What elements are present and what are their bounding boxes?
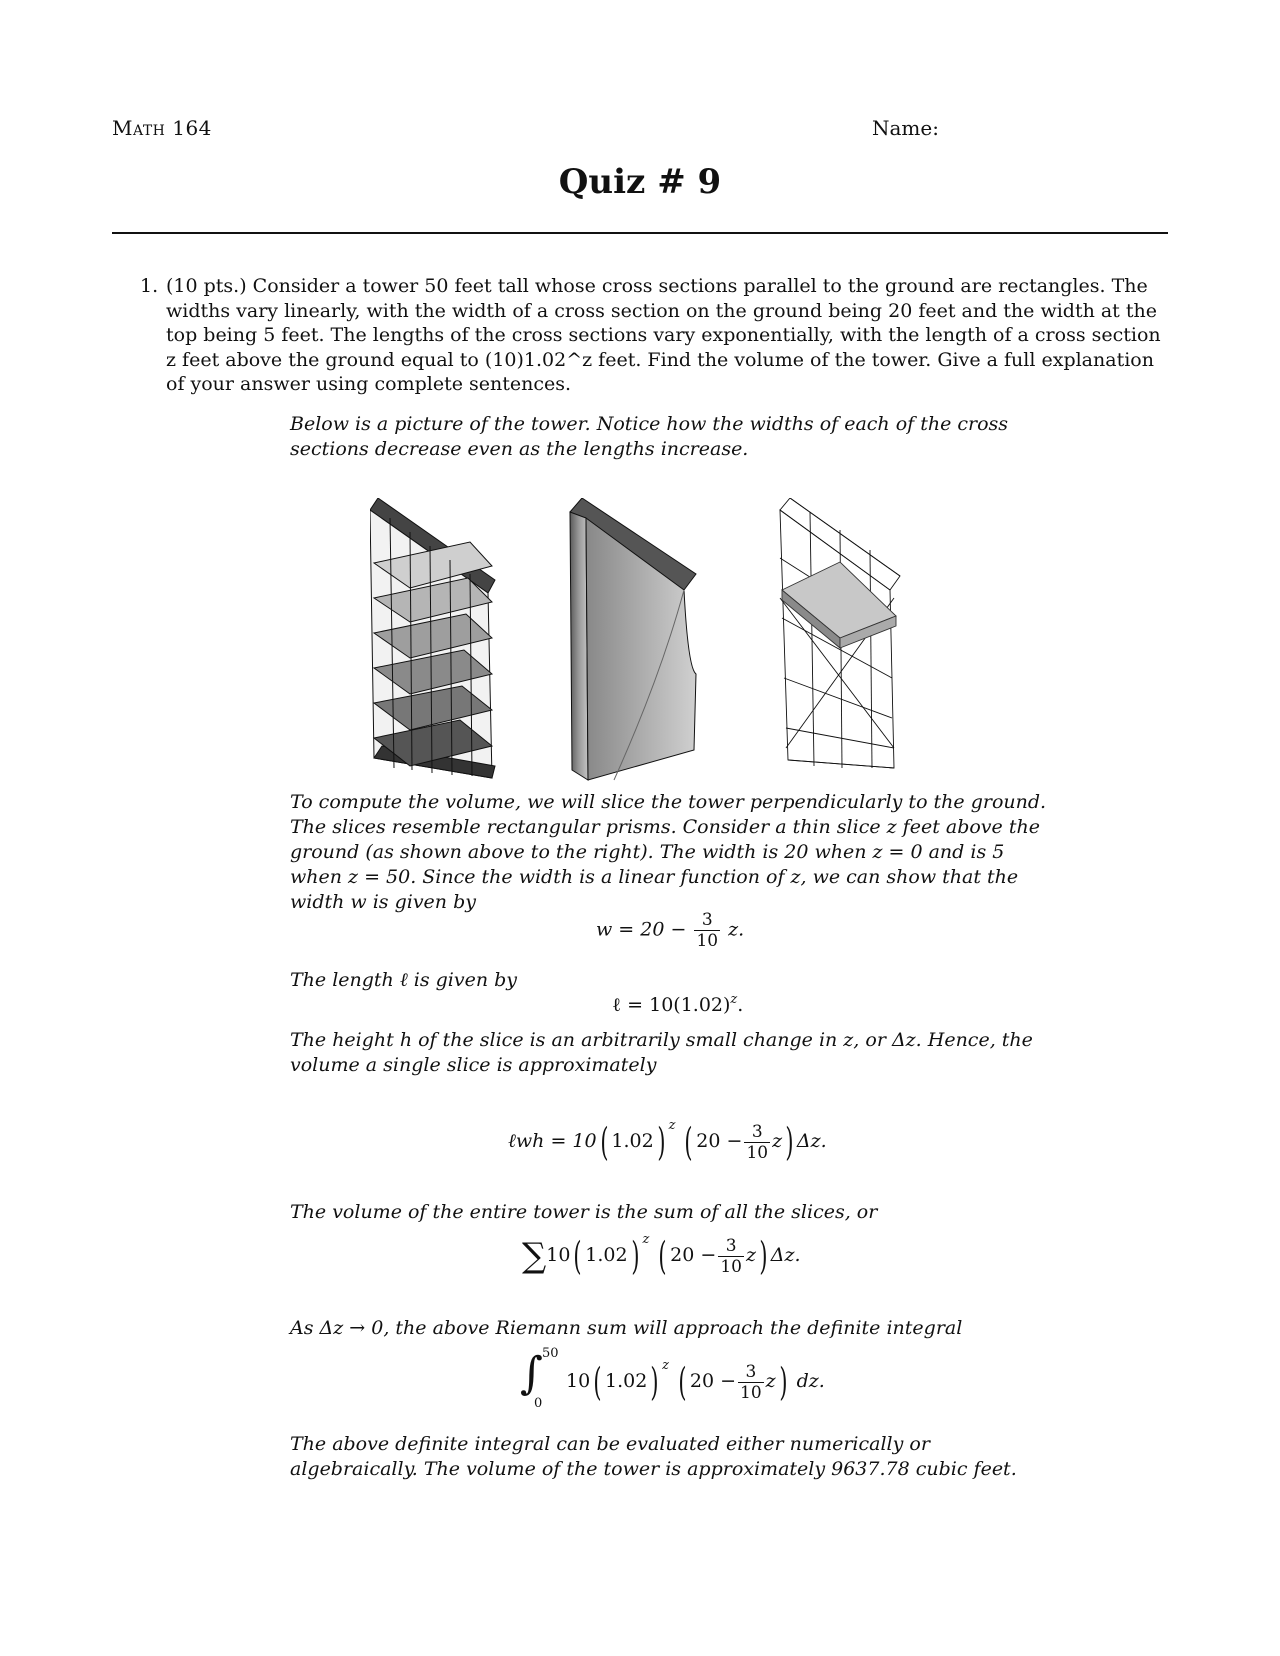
sum-den: 10 — [720, 1256, 742, 1277]
solution-conclusion: The above definite integral can be evaluated either numerically or algebraically. The volume of the tower is approximately 9637.78 cubic feet. — [290, 1433, 1017, 1480]
solution-paragraph-3: The volume of the entire tower is the sum of all the slices, or — [290, 1201, 878, 1223]
eq-num: 3 — [744, 1122, 770, 1143]
int-dz: dz. — [796, 1370, 825, 1392]
paren-open-2: ( — [658, 1234, 667, 1278]
int-coef: 10 — [566, 1370, 591, 1392]
paren-close: ) — [630, 1234, 640, 1278]
solution-paragraph-2: The height h of the slice is an arbitrarily small change in z, or Δz. Hence, the volume a single slice is approximately — [290, 1029, 1033, 1076]
sum-dz: Δz. — [770, 1244, 801, 1266]
problem-text: (10 pts.) Consider a tower 50 feet tall whose cross sections parallel to the ground are rectangles. The widths vary linearly, with the width of a cross section on the ground being 20 feet and the width at the top being 5 feet. The lengths of the cross sections vary exponentially, with the length of a cross section z feet above the ground equal to (10)1.02^z feet. Find the volume of the tower. Give a full explanation of your answer using complete sentences. — [166, 275, 1161, 395]
sum-base: 1.02 — [585, 1244, 628, 1266]
tower-figure-solid — [570, 498, 696, 780]
course-label: Math 164 — [112, 116, 212, 140]
eq-width-den: 10 — [696, 931, 719, 951]
paren-close-2: ) — [759, 1234, 768, 1278]
int-twenty: 20 − — [689, 1370, 737, 1392]
eq-length: ℓ = 10(1.02) — [612, 994, 731, 1016]
equation-length — [612, 992, 743, 1017]
eq-exp: z — [668, 1118, 676, 1133]
sum-num: 3 — [718, 1236, 744, 1257]
problem-number: 1. — [140, 275, 159, 297]
equation-slice-volume — [508, 1118, 827, 1163]
paren-open-2: ( — [678, 1360, 687, 1404]
paren-close: ) — [650, 1360, 659, 1404]
sum-coef: 10 — [546, 1244, 571, 1266]
integral-symbol: ∫ — [520, 1348, 543, 1399]
eq-width-lhs: w = 20 − — [596, 918, 687, 941]
header-divider — [112, 232, 1168, 234]
int-num: 3 — [738, 1362, 764, 1383]
int-exp: z — [662, 1358, 670, 1373]
sum-z: z — [745, 1244, 756, 1266]
paren-close: ) — [657, 1120, 666, 1164]
eq-dz: Δz. — [796, 1130, 827, 1152]
sum-fraction — [718, 1236, 744, 1277]
length-text: The length ℓ is given by — [290, 969, 518, 991]
integral-lower: 0 — [534, 1396, 543, 1411]
int-den: 10 — [740, 1382, 762, 1403]
paren-close-2: ) — [785, 1120, 794, 1164]
name-field-label: Name: — [872, 116, 939, 140]
eq-width-num: 3 — [694, 910, 720, 931]
equation-width — [596, 910, 744, 951]
solution-intro: Below is a picture of the tower. Notice how the widths of each of the cross sections decrease even as the lengths increase. — [290, 413, 1009, 460]
problem-1 — [140, 274, 1165, 397]
int-fraction — [738, 1362, 764, 1403]
eq-slice-lhs: ℓwh = 10 — [508, 1130, 597, 1152]
integral-body — [566, 1358, 825, 1403]
paren-open: ( — [593, 1360, 602, 1404]
paren-open: ( — [599, 1120, 609, 1164]
int-z: z — [765, 1370, 776, 1392]
equation-riemann-sum — [522, 1232, 801, 1277]
eq-base: 1.02 — [611, 1130, 654, 1152]
quiz-title: Quiz # 9 — [558, 162, 722, 202]
eq-den: 10 — [746, 1142, 769, 1163]
tower-figure-sliced — [370, 498, 495, 778]
tower-figures — [370, 498, 970, 808]
eq-length-exp: z — [730, 992, 738, 1007]
solution-paragraph-4: As Δz → 0, the above Riemann sum will approach the definite integral — [290, 1317, 963, 1339]
sum-exp: z — [642, 1232, 650, 1247]
paren-close-2: ) — [779, 1360, 788, 1404]
eq-width-tail: z. — [728, 918, 745, 941]
paren-open-2: ( — [684, 1120, 693, 1164]
eq-width-fraction — [694, 910, 720, 951]
eq-fraction — [744, 1122, 770, 1163]
eq-twenty: 20 − — [696, 1130, 743, 1152]
eq-length-tail: . — [737, 994, 744, 1016]
paren-open: ( — [573, 1234, 582, 1278]
eq-z: z — [772, 1130, 783, 1152]
integral-upper: 50 — [542, 1346, 559, 1361]
solution-paragraph-1: To compute the volume, we will slice the tower perpendicularly to the ground. The slices resemble rectangular prisms. Consider a thin slice z feet above the ground (as shown above to the right). The width is 20 when z = 0 and is 5 when z = 50. Since the width is a linear function of z, we can show that the width w is given by — [290, 791, 1047, 913]
sum-twenty: 20 − — [670, 1244, 717, 1266]
tower-figure-wireframe — [780, 498, 900, 768]
sum-symbol: ∑ — [522, 1236, 547, 1276]
int-base: 1.02 — [605, 1370, 648, 1392]
